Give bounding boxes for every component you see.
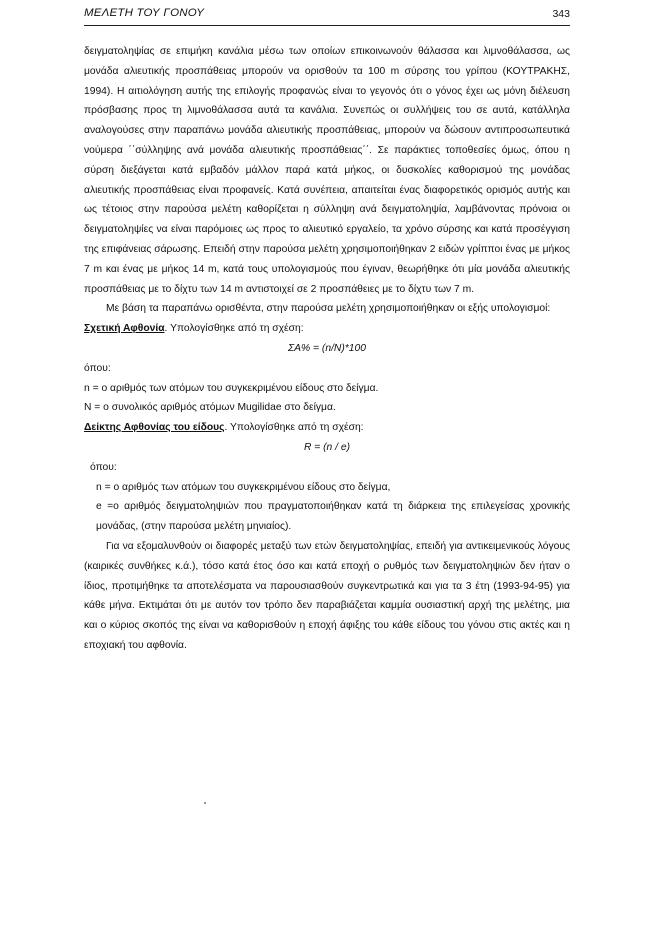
page-body — [84, 42, 570, 656]
relative-abundance-intro: . Υπολογίσθηκε από τη σχέση: — [164, 323, 304, 335]
scan-speck — [204, 802, 206, 804]
running-header — [84, 5, 570, 26]
relative-abundance-where: όπου: — [84, 362, 111, 374]
header-title: ΜΕΛΕΤΗ ΤΟΥ ΓΟΝΟΥ — [84, 7, 205, 19]
page-number: 343 — [552, 8, 570, 20]
relative-abundance-formula: ΣΑ% = (n/N)*100 — [287, 342, 366, 354]
abundance-index-def-n: n = ο αριθμός των ατόμων του συγκεκριμένου είδους στο δείγμα, — [96, 481, 391, 493]
relative-abundance-def-N: N = ο συνολικός αριθμός ατόμων Mugilidae στο δείγμα. — [84, 402, 336, 414]
abundance-index-where: όπου: — [90, 461, 117, 473]
paragraph-3: Για να εξομαλυνθούν οι διαφορές μεταξύ των ετών δειγματοληψίας, επειδή για αντικειμενικούς λόγους (καιρικές συνθήκες κ.ά.), τόσο κατά έτος όσο και κατά εποχή ο ρυθμός των δειγματοληψιών δεν ήταν ο ίδιος, προτιμήθηκε τα αποτελέσματα να παρουσιασθούν συγκεντρωτικά και για τα 3 έτη (1993-94-95) για κάθε μήνα. Εκτιμάται ότι με αυτόν τον τρόπο δεν παραβιάζεται καμμία ουσιαστική αρχή της μελέτης, μια και ο κύριος σκοπός της είναι να καθορισθούν η εποχή άφιξης του κάθε είδους του γόνου στις ακτές και η εποχιακή του αφθονία. — [84, 540, 570, 651]
abundance-index-heading: Δείκτης Αφθονίας του είδους — [84, 422, 225, 434]
relative-abundance-heading: Σχετική Αφθονία — [84, 323, 165, 335]
abundance-index-intro: . Υπολογίσθηκε από τη σχέση: — [224, 422, 364, 434]
relative-abundance-line — [84, 319, 570, 339]
relative-abundance-def-n: n = ο αριθμός των ατόμων του συγκεκριμένου είδους στο δείγμα. — [84, 382, 379, 394]
abundance-index-formula: R = (n / e) — [303, 441, 351, 453]
abundance-index-line — [84, 418, 570, 438]
paragraph-2: Με βάση τα παραπάνω ορισθέντα, στην παρούσα μελέτη χρησιμοποιήθηκαν οι εξής υπολογισμοί: — [106, 303, 551, 315]
paragraph-1: δειγματοληψίας σε επιμήκη κανάλια μέσω των οποίων επικοινωνούν θάλασσα και λιμνοθάλασσα, ως μονάδα αλιευτικής προσπάθειας μπορούν να ορισθούν τα 100 m σύρσης του γρίπου (ΚΟΥΤΡΑΚΗΣ, 1994). Η αιτιολόγηση αυτής της επιλογής προφανώς είναι το γεγονός ότι ο γόνος έχει ως μόνη διέλευση πρόσβασης προς τη λιμνοθάλασσα αυτά τα κανάλια. Συνεπώς οι συλλήψεις του σε αυτά, κατάλληλα αναλογούσες στην παραπάνω μονάδα αλιευτικής προσπάθειας, μπορούν να δώσουν αντιπροσωπευτικά νούμερα ΄΄σύλληψης ανά μονάδα αλιευτικής προσπάθειας΄΄. Σε παράκτιες τοποθεσίες όμως, όπου η σύρση διεξάγεται κατά εμβαδόν μάλλον παρά κατά μήκος, οι δυσκολίες καθορισμού της μονάδας αλιευτικής προσπάθειας είναι προφανείς. Κατά συνέπεια, απαιτείται ένας διαφορετικός ορισμός αυτής και ως τέτοιος στην παρούσα μελέτη καθορίζεται η σύλληψη ανά δειγματοληψία, λαμβάνοντας πρόνοια οι δειγματοληψίες να είναι παρόμοιες ως προς το αλιευτικό εργαλείο, τα χρόνο σύρσης και κατά προσέγγιση της επιφάνειας σάρωσης. Επειδή στην παρούσα μελέτη χρησιμοποιήθηκαν 2 ειδών γρίπποι ένας με μήκος 7 m και ένας με μήκος 14 m, κατά τους υπολογισμούς που έγιναν, θεωρήθηκε ότι μία μονάδα αλιευτικής προσπάθειας με το δίχτυ των 14 m αντιστοιχεί σε 2 προσπάθειες με το δίχτυ των 7 m. — [84, 46, 570, 295]
abundance-index-def-e: e =ο αριθμός δειγματοληψιών που πραγματοποιήθηκαν κατά τη διάρκεια της επιλεγείσας χρονικής μονάδας, (στην παρούσα μελέτη μηνιαίος). — [96, 501, 570, 533]
